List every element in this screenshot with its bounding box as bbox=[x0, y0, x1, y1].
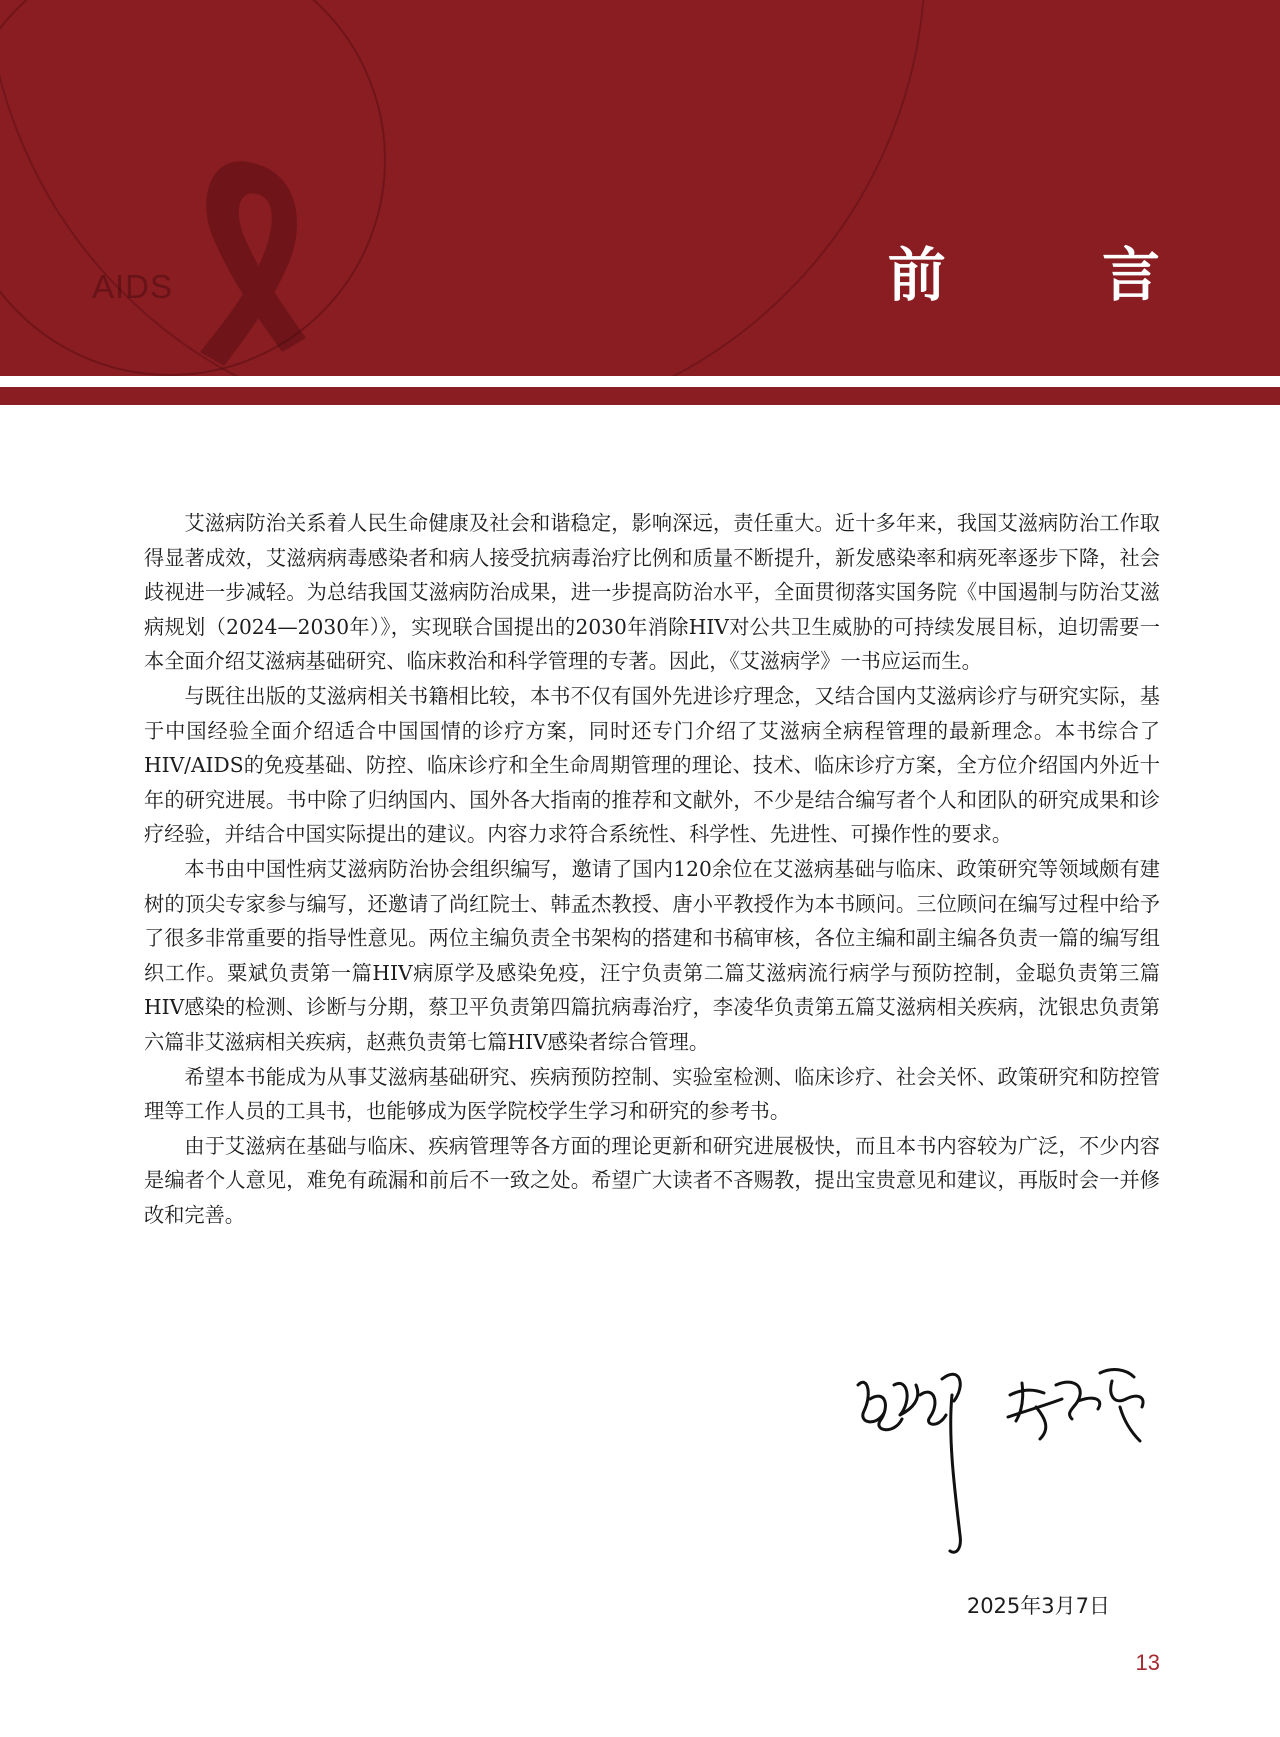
divider-white bbox=[0, 376, 1280, 387]
paragraph: 与既往出版的艾滋病相关书籍相比较，本书不仅有国外先进诊疗理念，又结合国内艾滋病诊疗与研究实际，基于中国经验全面介绍适合中国国情的诊疗方案，同时还专门介绍了艾滋病全病程管理的最新理念。本书综合了HIV/AIDS的免疫基础、防控、临床诊疗和全生命周期管理的理论、技术、临床诊疗方案，全方位介绍国内外近十年的研究进展。书中除了归纳国内、国外各大指南的推荐和文献外，不少是结合编写者个人和团队的研究成果和诊疗经验，并结合中国实际提出的建议。内容力求符合系统性、科学性、先进性、可操作性的要求。 bbox=[144, 683, 1160, 847]
paragraph: 希望本书能成为从事艾滋病基础研究、疾病预防控制、实验室检测、临床诊疗、社会关怀、政策研究和防控管理等工作人员的工具书，也能够成为医学院校学生学习和研究的参考书。 bbox=[144, 1064, 1160, 1124]
paragraph: 艾滋病防治关系着人民生命健康及社会和谐稳定，影响深远，责任重大。近十多年来，我国艾滋病防治工作取得显著成效，艾滋病病毒感染者和病人接受抗病毒治疗比例和质量不断提升，新发感染率和病死率逐步下降，社会歧视进一步减轻。为总结我国艾滋病防治成果，进一步提高防治水平，全面贯彻落实国务院《中国遏制与防治艾滋病规划（2024—2030年）》，实现联合国提出的2030年消除HIV对公共卫生威胁的可持续发展目标，迫切需要一本全面介绍艾滋病基础研究、临床救治和科学管理的专著。因此，《艾滋病学》一书应运而生。 bbox=[144, 511, 1160, 674]
header-band bbox=[0, 0, 1280, 376]
signature-1 bbox=[858, 1374, 960, 1552]
aids-logo-text: AIDS bbox=[92, 268, 174, 305]
page-title: 前 言 bbox=[887, 241, 1228, 309]
page-number: 13 bbox=[1135, 1650, 1160, 1675]
editor-signatures bbox=[850, 1355, 1170, 1565]
signature-2 bbox=[1008, 1370, 1143, 1441]
paragraph: 本书由中国性病艾滋病防治协会组织编写，邀请了国内120余位在艾滋病基础与临床、政策研究等领域颇有建树的顶尖专家参与编写，还邀请了尚红院士、韩孟杰教授、唐小平教授作为本书顾问。三位顾问在编写过程中给予了很多非常重要的指导性意见。两位主编负责全书架构的搭建和书稿审核，各位主编和副主编各负责一篇的编写组织工作。粟斌负责第一篇HIV病原学及感染免疫，汪宁负责第二篇艾滋病流行病学与预防控制，金聪负责第三篇HIV感染的检测、诊断与分期，蔡卫平负责第四篇抗病毒治疗，李凌华负责第五篇艾滋病相关疾病，沈银忠负责第六篇非艾滋病相关疾病，赵燕负责第七篇HIV感染者综合管理。 bbox=[144, 856, 1160, 1054]
red-ribbon-icon bbox=[0, 0, 1280, 376]
date: 2025年3月7日 bbox=[966, 1594, 1110, 1618]
divider-red bbox=[0, 387, 1280, 405]
paragraph: 由于艾滋病在基础与临床、疾病管理等各方面的理论更新和研究进展极快，而且本书内容较为广泛，不少内容是编者个人意见，难免有疏漏和前后不一致之处。希望广大读者不吝赐教，提出宝贵意见和建议，再版时会一并修改和完善。 bbox=[144, 1133, 1160, 1227]
preface-body bbox=[144, 506, 1160, 1232]
